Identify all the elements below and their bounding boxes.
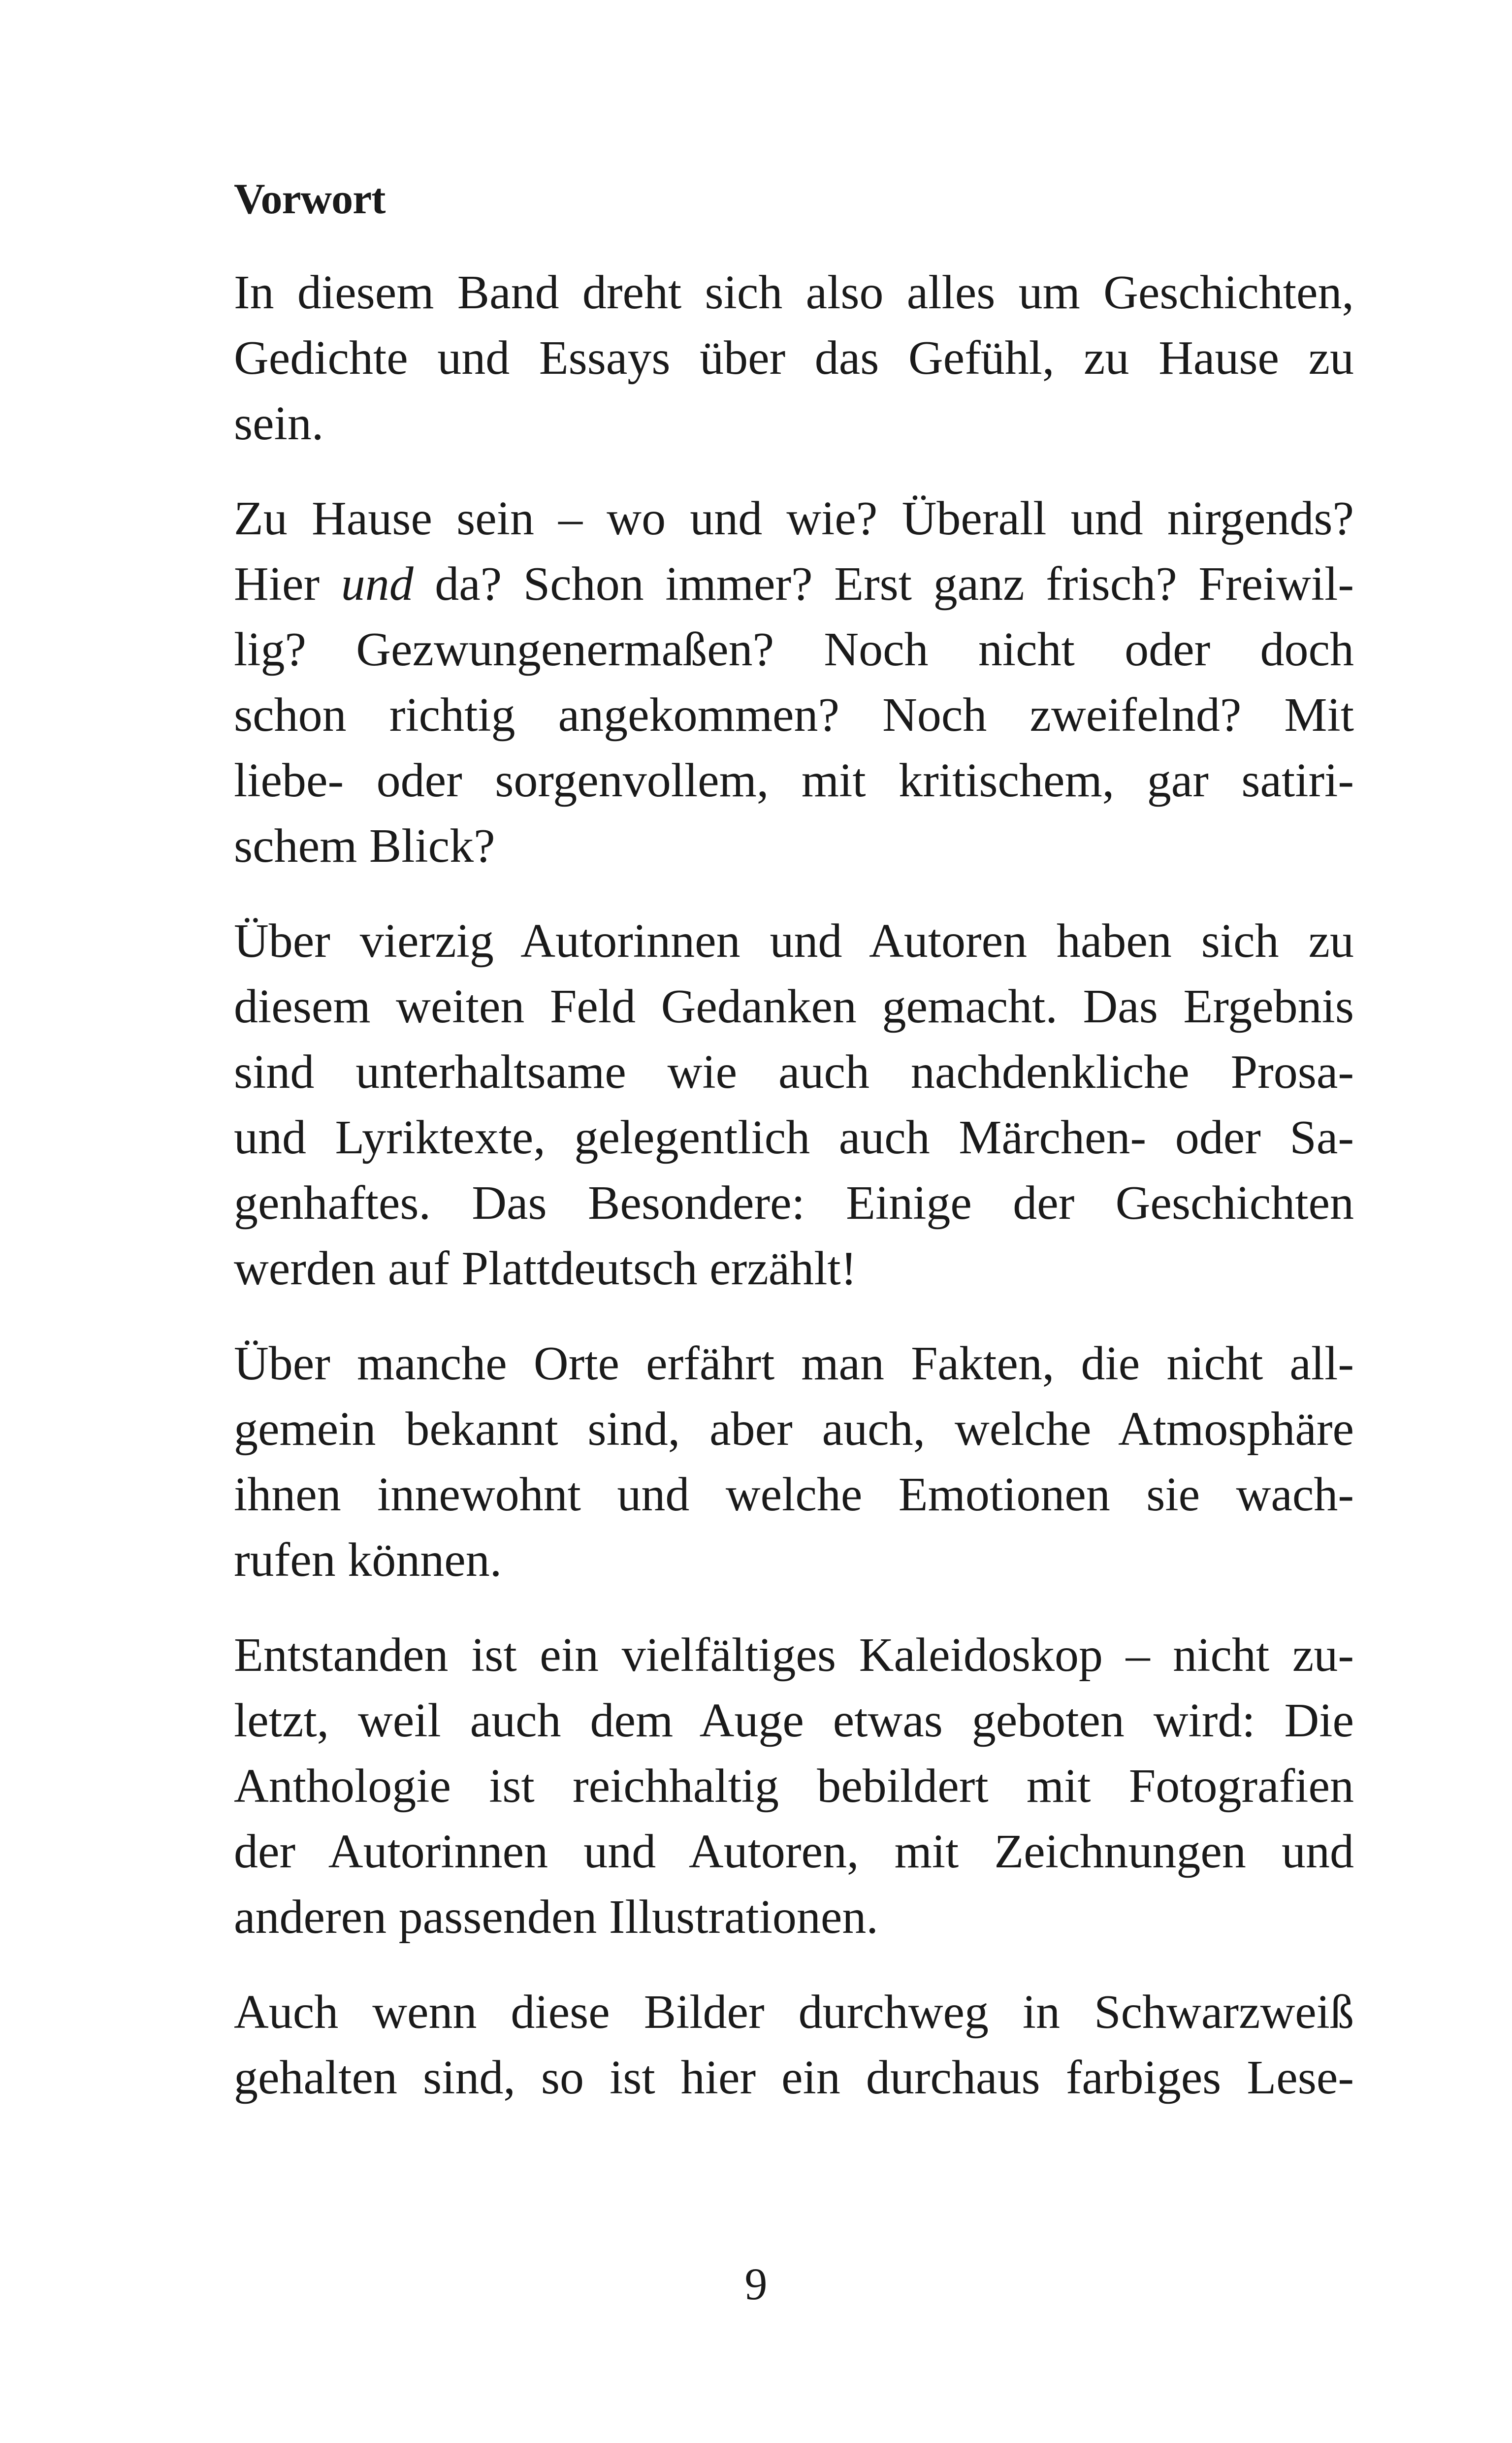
text-line: Anthologie ist reichhaltig bebildert mit Fotografien: [234, 1759, 1354, 1813]
book-page-content: [234, 173, 1354, 2140]
page-number: 9: [744, 2259, 768, 2309]
paragraph-3: [234, 909, 1354, 1302]
paragraph-4: [234, 1331, 1354, 1593]
text-segment: Hier: [234, 557, 341, 611]
text-line: diesem weiten Feld Gedanken gemacht. Das Ergebnis: [234, 979, 1354, 1033]
text-line: Über vierzig Autorinnen und Autoren haben sich zu: [234, 914, 1354, 968]
text-line: und Lyriktexte, gelegentlich auch Märchen- oder Sa-: [234, 1110, 1354, 1164]
paragraph-6: [234, 1980, 1354, 2111]
text-segment: da? Schon immer? Erst ganz frisch? Freiwil-: [413, 557, 1354, 611]
text-line: sein.: [234, 396, 324, 450]
text-line: In diesem Band dreht sich also alles um Geschichten,: [234, 265, 1354, 319]
text-line: letzt, weil auch dem Auge etwas geboten wird: Die: [234, 1694, 1354, 1747]
text-line: Gedichte und Essays über das Gefühl, zu Hause zu: [234, 331, 1354, 385]
text-line: der Autorinnen und Autoren, mit Zeichnungen und: [234, 1824, 1354, 1878]
text-line: lig? Gezwungenermaßen? Noch nicht oder doch: [234, 622, 1354, 676]
text-line: schem Blick?: [234, 819, 495, 873]
text-line: Über manche Orte erfährt man Fakten, die nicht all-: [234, 1336, 1354, 1390]
text-line: ihnen innewohnt und welche Emotionen sie wach-: [234, 1467, 1354, 1521]
text-line: [234, 552, 1354, 617]
text-line: sind unterhaltsame wie auch nachdenkliche Prosa-: [234, 1045, 1354, 1099]
paragraph-1: [234, 260, 1354, 456]
paragraph-5: [234, 1623, 1354, 1950]
text-line: gehalten sind, so ist hier ein durchaus farbiges Lese-: [234, 2051, 1354, 2104]
text-line: schon richtig angekommen? Noch zweifelnd? Mit: [234, 688, 1354, 742]
text-line: rufen können.: [234, 1533, 502, 1587]
emphasis-word: und: [341, 557, 414, 611]
section-heading: Vorwort: [234, 175, 386, 223]
text-line: werden auf Plattdeutsch erzählt!: [234, 1241, 857, 1295]
text-line: Zu Hause sein – wo und wie? Überall und nirgends?: [234, 491, 1354, 545]
text-line: Auch wenn diese Bilder durchweg in Schwarzweiß: [234, 1985, 1354, 2039]
paragraph-2: [234, 486, 1354, 879]
text-line: anderen passenden Illustrationen.: [234, 1890, 878, 1944]
text-line: Entstanden ist ein vielfältiges Kaleidoskop – nicht zu-: [234, 1628, 1354, 1682]
text-line: gemein bekannt sind, aber auch, welche Atmosphäre: [234, 1402, 1354, 1456]
text-line: genhaftes. Das Besondere: Einige der Geschichten: [234, 1176, 1354, 1230]
text-line: liebe- oder sorgenvollem, mit kritischem, gar satiri-: [234, 753, 1354, 807]
